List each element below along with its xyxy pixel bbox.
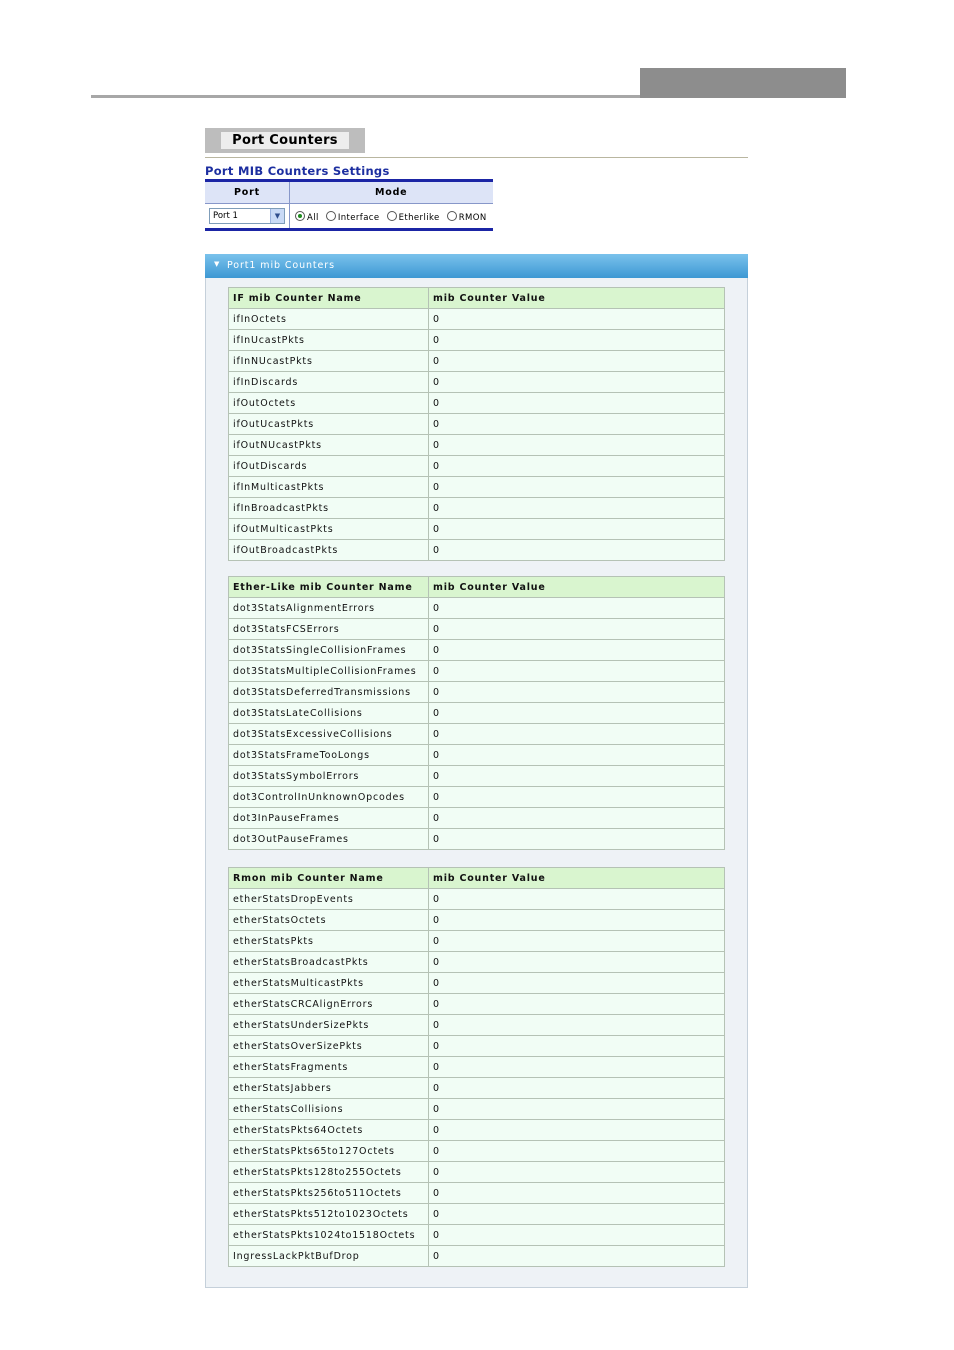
table-row (229, 372, 725, 393)
counter-value: 0 (429, 1036, 725, 1057)
counter-name: etherStatsOctets (229, 910, 429, 931)
counter-name: ifInOctets (229, 309, 429, 330)
counter-value: 0 (429, 1057, 725, 1078)
collapse-arrow-icon[interactable]: ▼ (214, 260, 221, 268)
page-title-box (205, 128, 365, 153)
table-row (229, 994, 725, 1015)
mode-radio-group (295, 211, 491, 223)
header-block (640, 68, 846, 98)
table-row (229, 619, 725, 640)
counter-value: 0 (429, 766, 725, 787)
counter-name: dot3StatsAlignmentErrors (229, 598, 429, 619)
counter-value: 0 (429, 889, 725, 910)
counter-value: 0 (429, 640, 725, 661)
counter-name: ifOutUcastPkts (229, 414, 429, 435)
counter-name: dot3StatsSingleCollisionFrames (229, 640, 429, 661)
counter-value: 0 (429, 994, 725, 1015)
counter-name: dot3StatsSymbolErrors (229, 766, 429, 787)
counter-value: 0 (429, 372, 725, 393)
name-column-header: Rmon mib Counter Name (229, 868, 429, 889)
counter-name: etherStatsPkts64Octets (229, 1120, 429, 1141)
counter-name: ifInBroadcastPkts (229, 498, 429, 519)
mode-radio-etherlike[interactable]: Etherlike (387, 211, 440, 223)
counter-name: ifInUcastPkts (229, 330, 429, 351)
table-row (229, 477, 725, 498)
counter-value: 0 (429, 477, 725, 498)
counter-value: 0 (429, 1099, 725, 1120)
counter-value: 0 (429, 745, 725, 766)
counter-name: etherStatsCollisions (229, 1099, 429, 1120)
counter-value: 0 (429, 1078, 725, 1099)
settings-heading: Port MIB Counters Settings (205, 164, 390, 178)
header-rule (91, 95, 640, 98)
counter-value: 0 (429, 1162, 725, 1183)
table-row (229, 766, 725, 787)
settings-table (205, 179, 493, 231)
counter-value: 0 (429, 1015, 725, 1036)
title-divider (205, 157, 748, 158)
counter-name: dot3StatsLateCollisions (229, 703, 429, 724)
counter-name: etherStatsJabbers (229, 1078, 429, 1099)
if-counters-table (228, 287, 725, 561)
counter-value: 0 (429, 682, 725, 703)
mode-radio-rmon[interactable]: RMON (447, 211, 487, 223)
counter-value: 0 (429, 703, 725, 724)
counter-value: 0 (429, 598, 725, 619)
counter-value: 0 (429, 661, 725, 682)
table-row (229, 703, 725, 724)
counter-value: 0 (429, 1183, 725, 1204)
port-column-header: Port (234, 187, 260, 198)
counter-value: 0 (429, 456, 725, 477)
value-column-header: mib Counter Value (429, 868, 725, 889)
counter-value: 0 (429, 309, 725, 330)
counter-name: ifOutBroadcastPkts (229, 540, 429, 561)
table-row (229, 393, 725, 414)
counter-value: 0 (429, 1141, 725, 1162)
counter-name: etherStatsPkts1024to1518Octets (229, 1225, 429, 1246)
counter-name: dot3StatsMultipleCollisionFrames (229, 661, 429, 682)
mode-column-header: Mode (375, 187, 408, 198)
table-row (229, 598, 725, 619)
table-row (229, 1204, 725, 1225)
counters-panel-title: Port1 mib Counters (227, 260, 335, 271)
counter-value: 0 (429, 1225, 725, 1246)
counter-name: dot3InPauseFrames (229, 808, 429, 829)
counter-name: ifOutOctets (229, 393, 429, 414)
counter-value: 0 (429, 498, 725, 519)
counter-name: dot3StatsFrameTooLongs (229, 745, 429, 766)
counter-name: etherStatsPkts (229, 931, 429, 952)
table-header-row (229, 577, 725, 598)
counter-value: 0 (429, 724, 725, 745)
counter-name: etherStatsUnderSizePkts (229, 1015, 429, 1036)
table-row (229, 787, 725, 808)
counter-value: 0 (429, 808, 725, 829)
table-row (229, 498, 725, 519)
port-select[interactable] (209, 208, 285, 224)
counter-name: dot3OutPauseFrames (229, 829, 429, 850)
settings-column-divider (289, 182, 290, 228)
value-column-header: mib Counter Value (429, 288, 725, 309)
counter-value: 0 (429, 519, 725, 540)
table-row (229, 1120, 725, 1141)
chevron-down-icon[interactable]: ▼ (270, 209, 284, 223)
counter-value: 0 (429, 435, 725, 456)
table-row (229, 829, 725, 850)
table-header-row (229, 288, 725, 309)
counter-name: etherStatsFragments (229, 1057, 429, 1078)
counter-name: etherStatsPkts256to511Octets (229, 1183, 429, 1204)
table-row (229, 889, 725, 910)
table-row (229, 330, 725, 351)
counter-name: ifOutDiscards (229, 456, 429, 477)
port-select-value: Port 1 (213, 211, 238, 221)
name-column-header: Ether-Like mib Counter Name (229, 577, 429, 598)
counter-name: etherStatsPkts512to1023Octets (229, 1204, 429, 1225)
counter-name: dot3StatsFCSErrors (229, 619, 429, 640)
table-row (229, 1141, 725, 1162)
table-row (229, 910, 725, 931)
counter-name: ifInMulticastPkts (229, 477, 429, 498)
table-row (229, 973, 725, 994)
etherlike-counters-table (228, 576, 725, 850)
table-row (229, 414, 725, 435)
settings-table-header (205, 182, 493, 204)
table-row (229, 745, 725, 766)
counter-value: 0 (429, 1246, 725, 1267)
table-header-row (229, 868, 725, 889)
counter-name: etherStatsPkts65to127Octets (229, 1141, 429, 1162)
counter-value: 0 (429, 351, 725, 372)
value-column-header: mib Counter Value (429, 577, 725, 598)
table-row (229, 540, 725, 561)
counter-name: ifOutMulticastPkts (229, 519, 429, 540)
table-row (229, 519, 725, 540)
table-row (229, 1183, 725, 1204)
radio-icon[interactable] (447, 211, 457, 221)
table-row (229, 808, 725, 829)
table-row (229, 1099, 725, 1120)
counter-name: etherStatsOverSizePkts (229, 1036, 429, 1057)
radio-selected-icon[interactable] (295, 211, 305, 221)
table-row (229, 1078, 725, 1099)
counter-value: 0 (429, 414, 725, 435)
counter-value: 0 (429, 393, 725, 414)
table-row (229, 435, 725, 456)
counter-name: dot3StatsExcessiveCollisions (229, 724, 429, 745)
counter-value: 0 (429, 1204, 725, 1225)
table-row (229, 640, 725, 661)
counter-name: etherStatsBroadcastPkts (229, 952, 429, 973)
counter-name: ifOutNUcastPkts (229, 435, 429, 456)
counter-name: etherStatsMulticastPkts (229, 973, 429, 994)
table-row (229, 724, 725, 745)
radio-icon[interactable] (387, 211, 397, 221)
table-row (229, 1057, 725, 1078)
counter-name: etherStatsPkts128to255Octets (229, 1162, 429, 1183)
table-row (229, 1036, 725, 1057)
counter-value: 0 (429, 910, 725, 931)
table-row (229, 682, 725, 703)
counter-value: 0 (429, 540, 725, 561)
mode-radio-interface[interactable]: Interface (326, 211, 380, 223)
counter-value: 0 (429, 1120, 725, 1141)
counter-value: 0 (429, 931, 725, 952)
table-row (229, 1162, 725, 1183)
counter-value: 0 (429, 952, 725, 973)
table-row (229, 309, 725, 330)
counter-name: dot3ControlInUnknownOpcodes (229, 787, 429, 808)
table-row (229, 1246, 725, 1267)
table-row (229, 351, 725, 372)
counter-name: IngressLackPktBufDrop (229, 1246, 429, 1267)
counter-value: 0 (429, 330, 725, 351)
mode-radio-all[interactable]: All (295, 211, 319, 223)
radio-icon[interactable] (326, 211, 336, 221)
table-row (229, 931, 725, 952)
table-row (229, 1015, 725, 1036)
counter-name: etherStatsDropEvents (229, 889, 429, 910)
name-column-header: IF mib Counter Name (229, 288, 429, 309)
table-row (229, 1225, 725, 1246)
table-row (229, 952, 725, 973)
counter-value: 0 (429, 973, 725, 994)
counter-name: etherStatsCRCAlignErrors (229, 994, 429, 1015)
rmon-counters-table (228, 867, 725, 1267)
counter-value: 0 (429, 619, 725, 640)
counter-name: ifInDiscards (229, 372, 429, 393)
counters-panel-header[interactable] (205, 254, 748, 278)
counter-value: 0 (429, 787, 725, 808)
counter-name: dot3StatsDeferredTransmissions (229, 682, 429, 703)
counter-name: ifInNUcastPkts (229, 351, 429, 372)
page-title: Port Counters (221, 132, 349, 149)
counter-value: 0 (429, 829, 725, 850)
table-row (229, 456, 725, 477)
table-row (229, 661, 725, 682)
